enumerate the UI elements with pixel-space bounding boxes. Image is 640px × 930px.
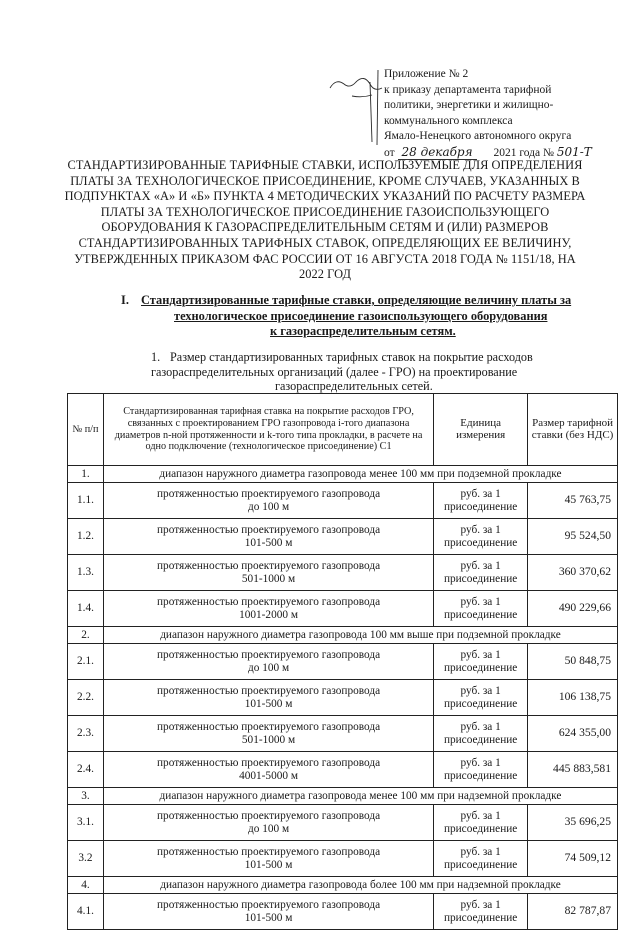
row-description (103, 519, 433, 555)
row-number: 2.1. (68, 644, 104, 680)
row-value: 490 229,66 (528, 591, 618, 627)
unit-line: присоединение (443, 769, 518, 782)
row-value: 45 763,75 (528, 483, 618, 519)
table-row (68, 752, 618, 788)
row-value: 445 883,581 (528, 752, 618, 788)
row-unit (434, 752, 528, 788)
unit-line: руб. за 1 (460, 898, 501, 911)
table-row (68, 555, 618, 591)
row-value: 106 138,75 (528, 680, 618, 716)
description-line: протяженностью проектируемого газопровода (157, 487, 381, 500)
unit-line: присоединение (443, 661, 518, 674)
header-value: Размер тарифной ставки (без НДС) (528, 394, 618, 466)
row-number: 1.3. (68, 555, 104, 591)
row-number: 1.1. (68, 483, 104, 519)
unit-line: присоединение (443, 608, 518, 621)
handwritten-order-no: 501-Т (556, 144, 592, 159)
section-heading-line: Стандартизированные тарифные ставки, определяющие величину платы за (141, 293, 572, 307)
title-line: ПЛАТЫ ЗА ТЕХНОЛОГИЧЕСКОЕ ПРИСОЕДИНЕНИЕ, КРОМЕ СЛУЧАЕВ, УКАЗАННЫХ В (70, 173, 580, 188)
length-range: до 100 м (247, 500, 290, 513)
group-title: диапазон наружного диаметра газопровода более 100 мм при надземной прокладке (103, 877, 617, 894)
table-row (68, 644, 618, 680)
length-range: 501-1000 м (241, 733, 296, 746)
row-unit (434, 894, 528, 930)
unit-line: присоединение (443, 697, 518, 710)
row-number: 2.3. (68, 716, 104, 752)
appendix-line: политики, энергетики и жилищно- (384, 99, 554, 112)
table-header-row (68, 394, 618, 466)
appendix-line: Ямало-Ненецкого автономного округа (384, 130, 572, 143)
title-line: ПОДПУНКТАХ «А» И «Б» ПУНКТА 4 МЕТОДИЧЕСКИХ УКАЗАНИЙ ПО РАСЧЕТУ РАЗМЕРА (64, 189, 586, 204)
table-row (68, 591, 618, 627)
length-range: до 100 м (247, 661, 290, 674)
header-num: № п/п (68, 394, 104, 466)
subsection-line: газораспределительных сетей. (275, 379, 433, 393)
unit-line: присоединение (443, 500, 518, 513)
length-range: 501-1000 м (241, 572, 296, 585)
document-title (30, 158, 620, 283)
group-number: 2. (68, 627, 104, 644)
length-range: 101-500 м (244, 536, 293, 549)
section-number: I. (121, 293, 129, 307)
row-description (103, 716, 433, 752)
length-range: до 100 м (247, 822, 290, 835)
group-row (68, 877, 618, 894)
unit-line: руб. за 1 (460, 523, 501, 536)
unit-line: руб. за 1 (460, 595, 501, 608)
rates-table (67, 393, 618, 930)
row-unit (434, 680, 528, 716)
row-unit (434, 841, 528, 877)
row-description (103, 591, 433, 627)
row-unit (434, 644, 528, 680)
signature-scribble-icon (330, 78, 382, 89)
row-value: 35 696,25 (528, 805, 618, 841)
group-row (68, 466, 618, 483)
row-value: 624 355,00 (528, 716, 618, 752)
row-number: 1.4. (68, 591, 104, 627)
unit-line: руб. за 1 (460, 845, 501, 858)
table-row (68, 716, 618, 752)
appendix-line: к приказу департамента тарифной (384, 83, 552, 96)
row-value: 82 787,87 (528, 894, 618, 930)
row-description (103, 483, 433, 519)
unit-line: присоединение (443, 911, 518, 924)
description-line: протяженностью проектируемого газопровода (157, 648, 381, 661)
title-line: СТАНДАРТИЗИРОВАННЫЕ ТАРИФНЫЕ СТАВКИ, ИСПОЛЬЗУЕМЫЕ ДЛЯ ОПРЕДЕЛЕНИЯ (67, 158, 583, 172)
unit-line: присоединение (443, 733, 518, 746)
row-unit (434, 483, 528, 519)
title-line: СТАНДАРТИЗИРОВАННЫХ ТАРИФНЫХ СТАВОК, ОПРЕДЕЛЯЮЩИХ ЕЕ ВЕЛИЧИНУ, (78, 235, 572, 250)
unit-line: присоединение (443, 858, 518, 871)
unit-line: руб. за 1 (460, 756, 501, 769)
unit-line: присоединение (443, 822, 518, 835)
unit-line: руб. за 1 (460, 487, 501, 500)
table-row (68, 894, 618, 930)
row-number: 3.1. (68, 805, 104, 841)
description-line: протяженностью проектируемого газопровода (157, 898, 381, 911)
row-description (103, 841, 433, 877)
group-number: 3. (68, 788, 104, 805)
row-number: 1.2. (68, 519, 104, 555)
group-title: диапазон наружного диаметра газопровода менее 100 мм при подземной прокладке (103, 466, 617, 483)
subsection-line: Размер стандартизированных тарифных ставок на покрытие расходов (170, 350, 533, 364)
header-desc: Стандартизированная тарифная ставка на покрытие расходов ГРО, связанных с проектированием ГРО газопровода i-того диапазона диаметров n-ной протяженности и k-того типа прокладки, в расчете на одно подключение (технологическое присоединение) С1 (103, 394, 433, 466)
group-title: диапазон наружного диаметра газопровода 100 мм выше при подземной прокладке (103, 627, 617, 644)
table-row (68, 519, 618, 555)
description-line: протяженностью проектируемого газопровода (157, 559, 381, 572)
row-description (103, 894, 433, 930)
row-description (103, 680, 433, 716)
date-prefix: от (384, 146, 395, 159)
length-range: 101-500 м (244, 697, 293, 710)
row-number: 4.1. (68, 894, 104, 930)
row-description (103, 644, 433, 680)
title-line: УТВЕРЖДЕННЫХ ПРИКАЗОМ ФАС РОССИИ ОТ 16 АВГУСТА 2018 ГОДА № 1151/18, НА (74, 251, 576, 266)
title-line: ПЛАТЫ ЗА ТЕХНОЛОГИЧЕСКОЕ ПРИСОЕДИНЕНИЕ ГАЗОИСПОЛЬЗУЮЩЕГО (100, 204, 550, 219)
description-line: протяженностью проектируемого газопровода (157, 756, 381, 769)
unit-line: руб. за 1 (460, 648, 501, 661)
row-value: 360 370,62 (528, 555, 618, 591)
group-number: 1. (68, 466, 104, 483)
handwritten-date: 28 декабря (398, 145, 477, 160)
unit-line: присоединение (443, 572, 518, 585)
unit-line: присоединение (443, 536, 518, 549)
row-number: 3.2 (68, 841, 104, 877)
group-row (68, 788, 618, 805)
unit-line: руб. за 1 (460, 684, 501, 697)
length-range: 1001-2000 м (239, 608, 299, 621)
table-row (68, 483, 618, 519)
appendix-line: Приложение № 2 (384, 68, 469, 80)
title-line: 2022 ГОД (299, 267, 351, 282)
row-value: 74 509,12 (528, 841, 618, 877)
description-line: протяженностью проектируемого газопровода (157, 845, 381, 858)
subsection-number: 1. (151, 350, 161, 364)
unit-line: руб. за 1 (460, 559, 501, 572)
appendix-block (384, 67, 634, 162)
row-unit (434, 519, 528, 555)
title-line: ОБОРУДОВАНИЯ К ГАЗОРАСПРЕДЕЛИТЕЛЬНЫМ СЕТЯМ И (ИЛИ) РАЗМЕРОВ (101, 220, 549, 235)
section-heading-line: технологическое присоединение газоиспользующего оборудования (174, 309, 548, 323)
header-unit: Единица измерения (434, 394, 528, 466)
year-text: 2021 года № (493, 146, 554, 159)
appendix-line: коммунального комплекса (384, 114, 513, 127)
description-line: протяженностью проектируемого газопровода (157, 595, 381, 608)
group-number: 4. (68, 877, 104, 894)
section-heading-line: к газораспределительным сетям. (270, 324, 456, 338)
row-number: 2.4. (68, 752, 104, 788)
row-unit (434, 591, 528, 627)
row-value: 95 524,50 (528, 519, 618, 555)
length-range: 101-500 м (244, 911, 293, 924)
length-range: 4001-5000 м (239, 769, 299, 782)
row-description (103, 555, 433, 591)
group-title: диапазон наружного диаметра газопровода менее 100 мм при надземной прокладке (103, 788, 617, 805)
table-row (68, 841, 618, 877)
unit-line: руб. за 1 (460, 809, 501, 822)
table-row (68, 680, 618, 716)
row-value: 50 848,75 (528, 644, 618, 680)
row-unit (434, 555, 528, 591)
table-row (68, 805, 618, 841)
row-number: 2.2. (68, 680, 104, 716)
description-line: протяженностью проектируемого газопровода (157, 720, 381, 733)
group-row (68, 627, 618, 644)
row-unit (434, 716, 528, 752)
description-line: протяженностью проектируемого газопровода (157, 809, 381, 822)
description-line: протяженностью проектируемого газопровода (157, 684, 381, 697)
description-line: протяженностью проектируемого газопровода (157, 523, 381, 536)
table-body (68, 466, 618, 930)
row-unit (434, 805, 528, 841)
row-description (103, 805, 433, 841)
length-range: 101-500 м (244, 858, 293, 871)
unit-line: руб. за 1 (460, 720, 501, 733)
row-description (103, 752, 433, 788)
subsection-line: газораспределительных организаций (далее - ГРО) на проектирование (151, 365, 518, 379)
